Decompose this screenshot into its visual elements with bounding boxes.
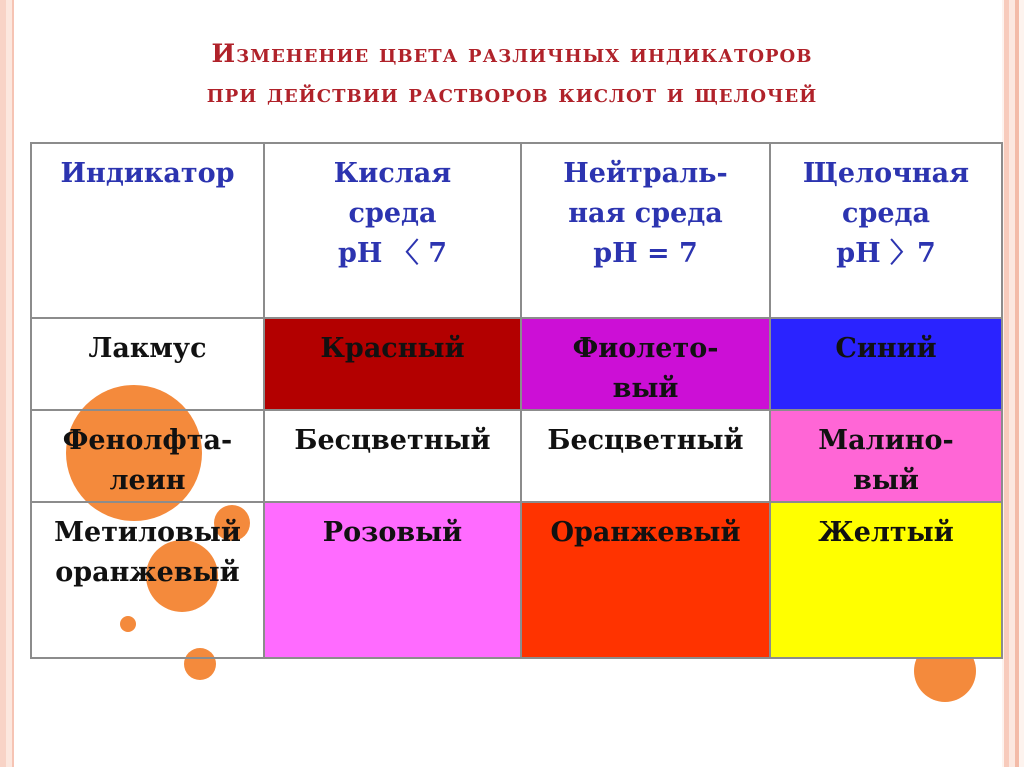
- header-neutral: Нейтраль- ная среда pH = 7: [521, 143, 770, 318]
- slide-title: [0, 34, 1024, 114]
- cell-litmus-neutral: Фиолето- вый: [521, 318, 770, 410]
- cell-litmus-acidic: Красный: [264, 318, 521, 410]
- cell-phenolphthalein-neutral: Бесцветный: [521, 410, 770, 502]
- cell-litmus-alkaline: Синий: [770, 318, 1002, 410]
- table-row: [31, 410, 1002, 502]
- header-acidic: Кислая среда pH 〈 7: [264, 143, 521, 318]
- title-line-1: Изменение цвета различных индикаторов: [211, 39, 813, 68]
- cell-methyl-orange-neutral: Оранжевый: [521, 502, 770, 658]
- row-label-methyl-orange: Метиловый оранжевый: [31, 502, 264, 658]
- header-row: [31, 143, 1002, 318]
- title-line-2: при действии растворов кислот и щелочей: [206, 79, 818, 108]
- header-indicator: Индикатор: [31, 143, 264, 318]
- header-alkaline: Щелочная среда pH 〉7: [770, 143, 1002, 318]
- cell-phenolphthalein-acidic: Бесцветный: [264, 410, 521, 502]
- indicator-table: [30, 142, 1003, 659]
- cell-methyl-orange-alkaline: Желтый: [770, 502, 1002, 658]
- row-label-litmus: Лакмус: [31, 318, 264, 410]
- table-row: [31, 318, 1002, 410]
- row-label-phenolphthalein: Фенолфта- леин: [31, 410, 264, 502]
- cell-methyl-orange-acidic: Розовый: [264, 502, 521, 658]
- table-row: [31, 502, 1002, 658]
- cell-phenolphthalein-alkaline: Малино- вый: [770, 410, 1002, 502]
